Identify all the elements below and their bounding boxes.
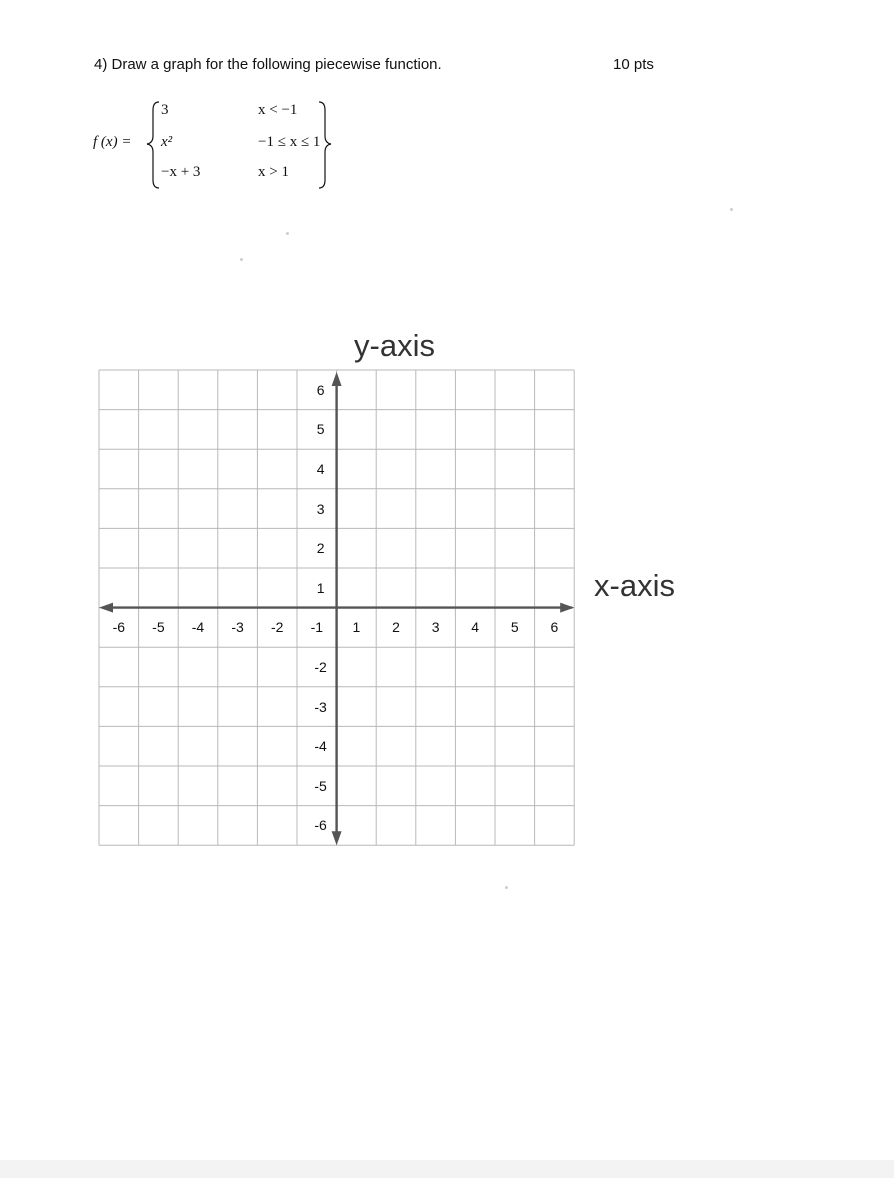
y-tick-label: 5 xyxy=(316,421,325,438)
x-axis-arrow-left-icon xyxy=(99,603,113,613)
x-tick-label: 4 xyxy=(471,618,480,635)
y-axis-arrow-up-icon xyxy=(332,372,342,386)
x-tick-label: -3 xyxy=(231,618,244,635)
scan-speck xyxy=(286,232,289,235)
y-axis-arrow-down-icon xyxy=(332,831,342,845)
y-tick-label: 4 xyxy=(316,461,325,477)
case-3-expr: −x + 3 xyxy=(161,164,201,180)
y-tick-label: -2 xyxy=(314,659,327,675)
case-2-condition: −1 ≤ x ≤ 1 xyxy=(258,134,321,150)
points-label: 10 pts xyxy=(613,56,654,73)
question-text: 4) Draw a graph for the following piecewise function. xyxy=(94,56,442,73)
x-tick-label: 5 xyxy=(510,618,519,635)
case-3-condition: x > 1 xyxy=(258,164,289,180)
x-tick-label: -6 xyxy=(112,618,126,635)
y-tick-label: 6 xyxy=(316,381,325,398)
scan-speck xyxy=(240,258,243,261)
x-tick-label: -4 xyxy=(191,618,205,635)
scan-speck xyxy=(505,886,508,889)
x-tick-label: 2 xyxy=(392,618,400,635)
y-tick-label: -5 xyxy=(314,777,327,794)
x-tick-label: -1 xyxy=(310,618,324,635)
x-tick-label: 6 xyxy=(550,618,559,635)
case-1-condition: x < −1 xyxy=(258,102,298,118)
case-1-expr: 3 xyxy=(161,102,169,118)
x-axis-title: x-axis xyxy=(594,568,675,603)
y-tick-label: -3 xyxy=(314,698,327,715)
y-tick-label: -4 xyxy=(314,738,327,755)
scan-speck xyxy=(730,208,733,211)
y-tick-label: 1 xyxy=(316,579,325,596)
x-axis-arrow-right-icon xyxy=(560,603,574,613)
case-2-expr: x² xyxy=(161,134,173,150)
y-tick-label: 3 xyxy=(316,500,325,517)
x-tick-label: 1 xyxy=(352,618,361,635)
y-tick-label: 2 xyxy=(316,540,325,557)
x-tick-label: -5 xyxy=(152,618,165,635)
x-tick-label: -2 xyxy=(270,618,284,635)
y-axis-title: y-axis xyxy=(354,328,435,363)
y-tick-label: -6 xyxy=(314,817,327,834)
x-tick-label: 3 xyxy=(431,618,440,635)
formula-lhs: f (x) = xyxy=(93,134,132,150)
